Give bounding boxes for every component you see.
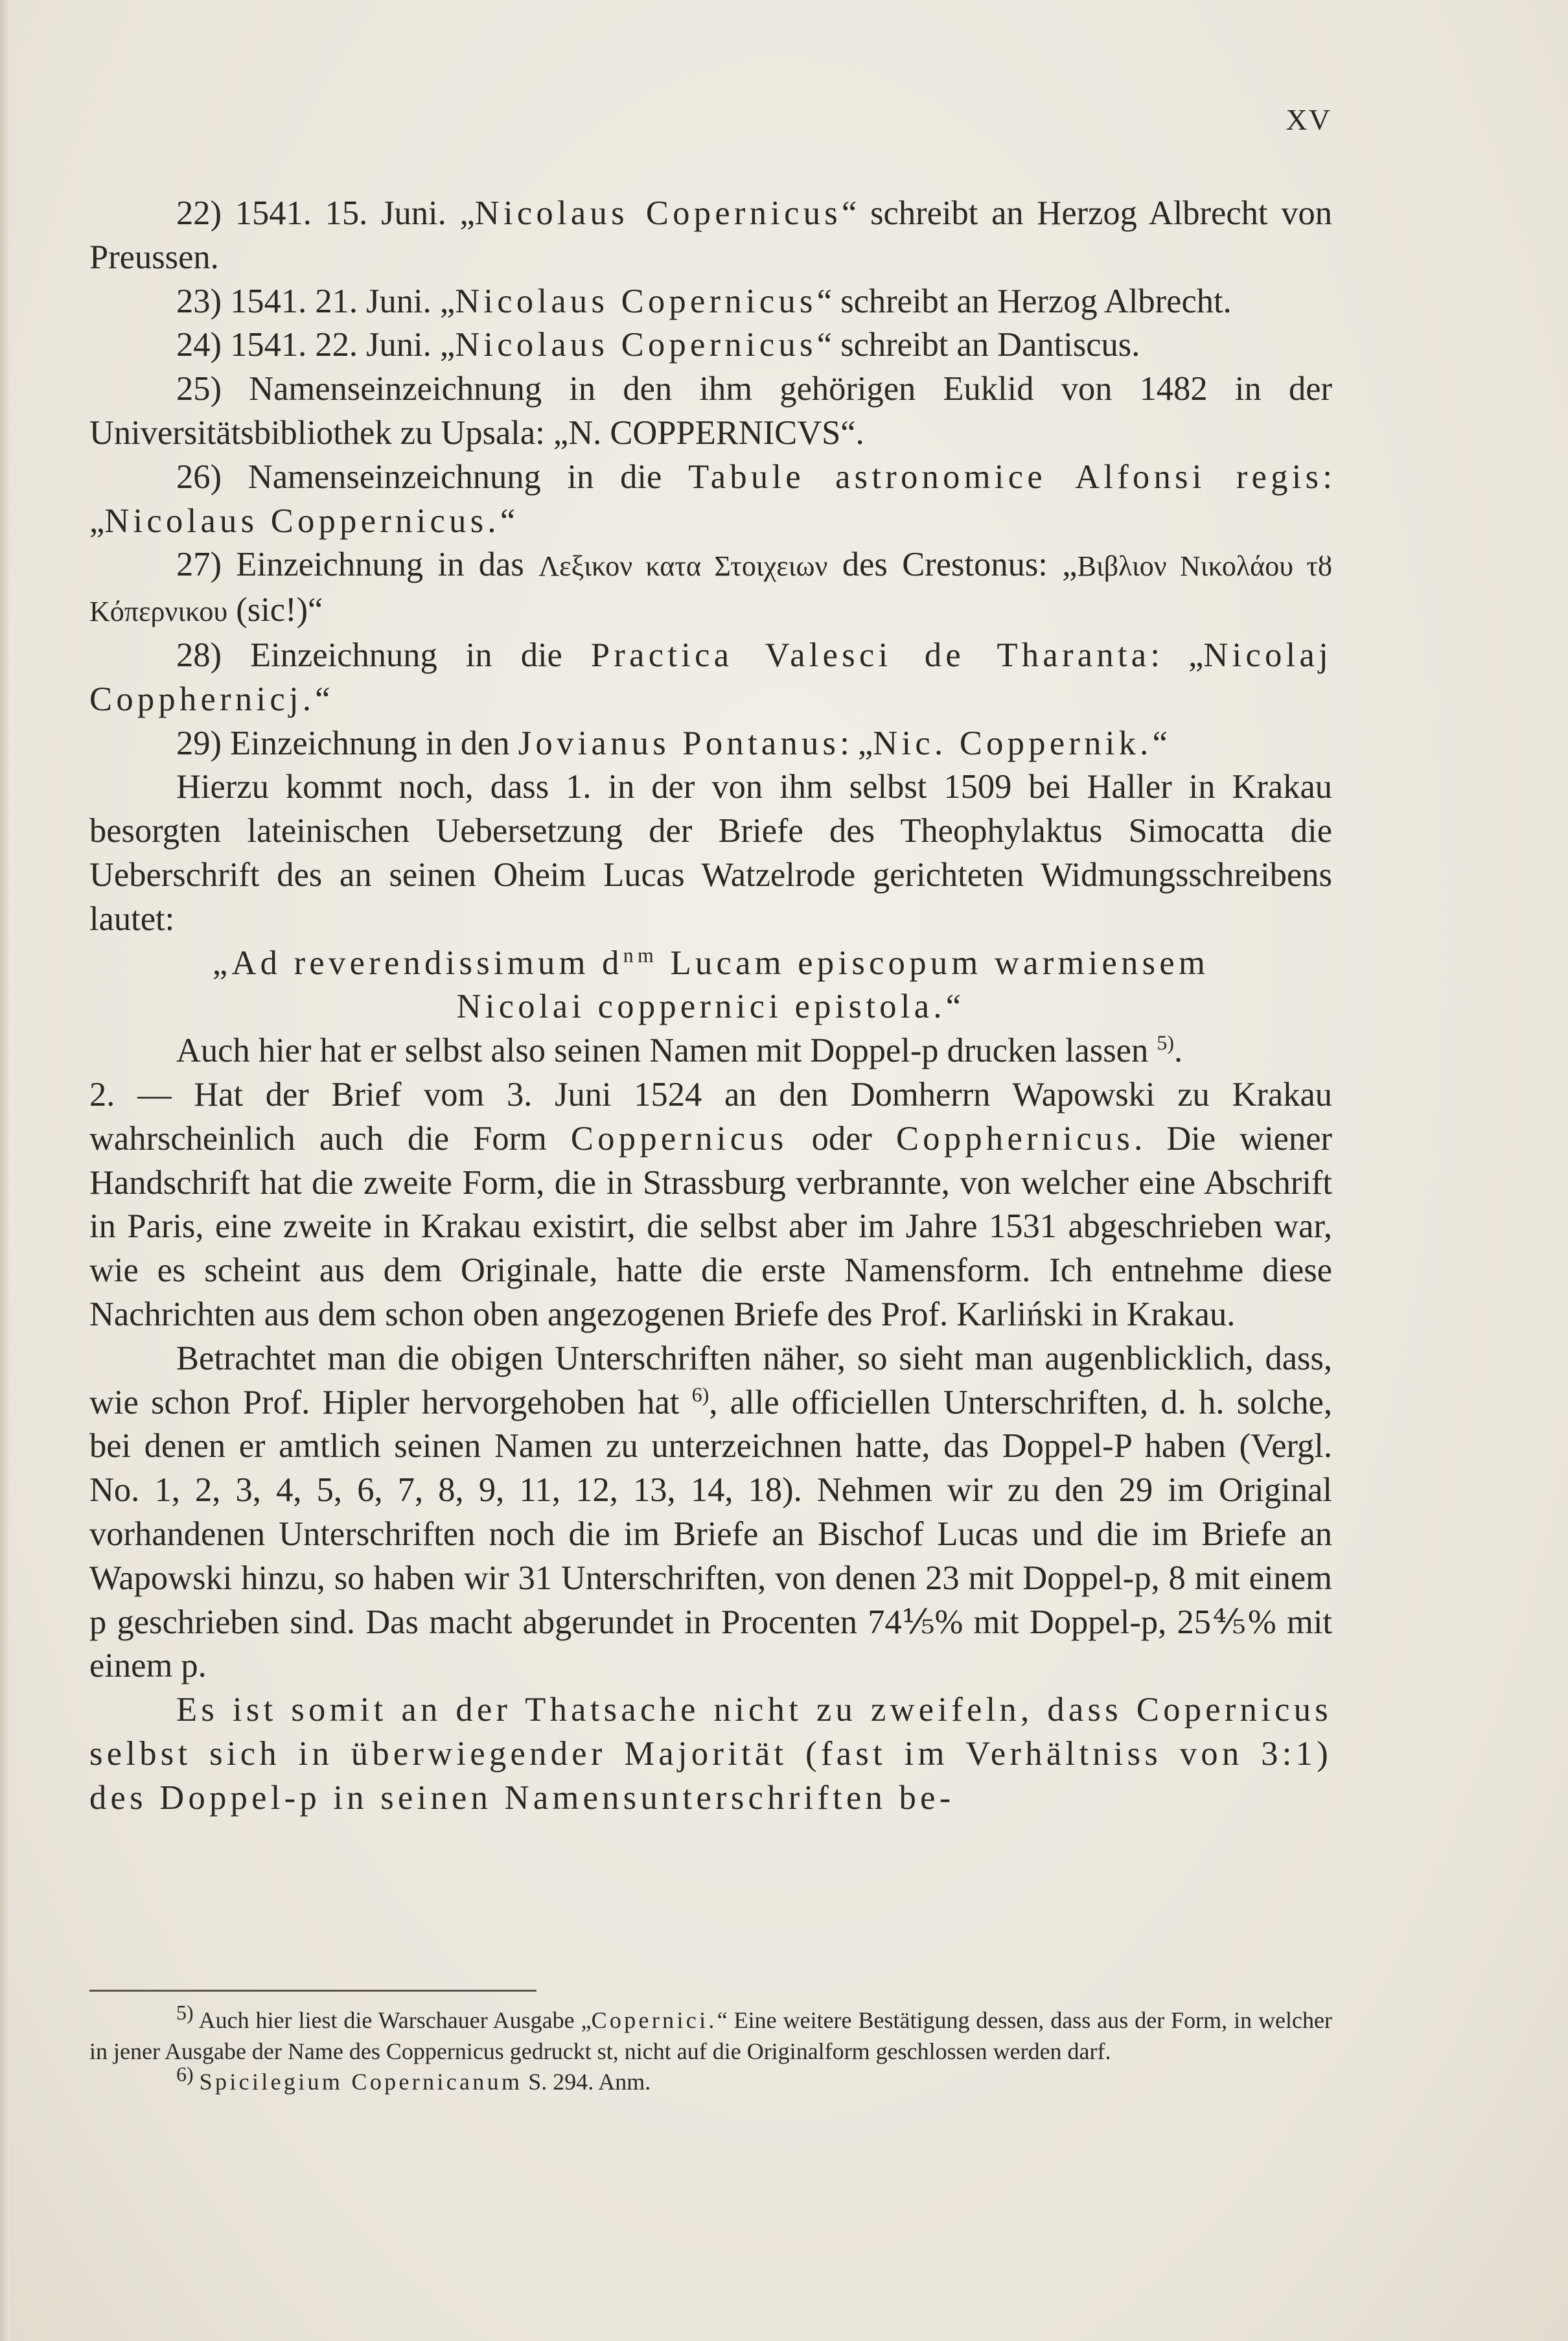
footnote-5: $^{5)}$ Auch hier liest die Warschauer Ausgabe „Copernici.“ Eine weitere Bestätigung dessen, dass aus der Form, in welcher in jener Ausgabe der Name des Coppernicus gedruckt st, nicht auf die Originalform geschlossen werden darf.: [89, 2001, 1332, 2064]
quote-line-1: „Ad reverendissimum $d^{nm}$ Lucam episcopum warmiensem: [212, 943, 1210, 982]
paragraph-auch: Auch hier hat er selbst also seinen Namen mit Doppel-p drucken lassen $^{5)}$.: [176, 1031, 1183, 1070]
entry-25: 25) Namenseinzeichnung in den ihm gehörigen Euklid von 1482 in der Universitätsbibliothek zu Upsala: „N. COPPERNICVS“.: [89, 370, 1332, 452]
greek-inscription: Βιβλιον Νικολάου τȣ Κόπερνικου: [89, 550, 1332, 628]
entry-28: 28) Einzeichnung in die Practica Valesci de Tharanta: „Nicolaj Copphernicj.“: [89, 636, 1333, 718]
page-number: XV: [1286, 103, 1332, 136]
name-spaced: Nicolaus Coppernicus.: [104, 502, 500, 540]
entry-26: 26) Namenseinzeichnung in die Tabule astronomice Alfonsi regis: „Nicolaus Coppernicus.“: [89, 458, 1332, 540]
entry-24: 24) 1541. 22. Juni. „Nicolaus Copernicus“ schreibt an Dantiscus.: [176, 326, 1140, 364]
paragraph-two: 2. — Hat der Brief vom 3. Juni 1524 an den Domherrn Wapowski zu Krakau wahrscheinlich auch die Form Coppernicus oder Copphernicus. Die wiener Handschrift hat die zweite Form, die in Strassburg verbrannte, von welcher eine Abschrift in Paris, eine zweite in Krakau existirt, die selbst aber im Jahre 1531 abgeschrieben war, wie es scheint aus dem Originale, hatte die erste Namensform. Ich entnehme diese Nachrichten aus dem schon oben angezogenen Briefe des Prof. Karliński in Krakau.: [89, 1075, 1332, 1333]
footnote-6: $^{6)}$ Spicilegium Copernicanum S. 294. Anm.: [176, 2062, 651, 2095]
footnote-ref-6: 6): [691, 1382, 709, 1406]
entry-23: 23) 1541. 21. Juni. „Nicolaus Copernicus“ schreibt an Herzog Albrecht.: [176, 282, 1232, 320]
footnote-ref-5: 5): [1157, 1031, 1174, 1054]
name-spaced: Nicolaus Copernicus: [455, 326, 817, 364]
title-spaced: Practica Valesci de Tharanta: [590, 636, 1151, 674]
entry-22: 22) 1541. 15. Juni. „Nicolaus Copernicus“ schreibt an Herzog Albrecht von Preussen.: [89, 194, 1332, 276]
footnote-rule: [89, 1990, 536, 1992]
paragraph-hierzu: Hierzu kommt noch, dass 1. in der von ihm selbst 1509 bei Haller in Krakau besorgten lateinischen Uebersetzung der Briefe des Theophylaktus Simocatta die Ueberschrift des an seinen Oheim Lucas Watzelrode gerichteten Widmungsschreibens lautet:: [89, 768, 1332, 938]
quote-line-2: Nicolai coppernici epistola.“: [456, 988, 965, 1026]
name-spaced: Nicolaus Copernicus: [455, 282, 817, 320]
title-spaced: Tabule astronomice Alfonsi regis: [688, 458, 1323, 496]
title-spaced: Jovianus Pontanus: [518, 724, 840, 762]
entry-27: 27) Einzeichnung in das Λεξικον κατα Στοιχειων des Crestonus: „Βιβλιον Νικολάου τȣ Κόπερνικου (sic!)“: [89, 546, 1332, 629]
entry-29: 29) Einzeichnung in den Jovianus Pontanus: „Nic. Coppernik.“: [176, 724, 1168, 762]
paragraph-es: Es ist somit an der Thatsache nicht zu zweifeln, dass Copernicus selbst sich in überwiegender Majorität (fast im Verhältniss von 3:1) des Doppel-p in seinen Namensunterschriften be-: [89, 1691, 1332, 1817]
name-spaced: Nic. Coppernik.: [873, 724, 1153, 762]
greek-title: Λεξικον κατα Στοιχειων: [538, 550, 828, 583]
footnotes: [89, 2001, 1332, 2098]
name-spaced: Nicolaj Copphernicj.: [89, 636, 1333, 718]
main-text: [89, 192, 1332, 1820]
page-edge-shadow: [0, 0, 9, 2341]
paragraph-betrachtet: Betrachtet man die obigen Unterschriften näher, so sieht man augenblicklich, dass, wie schon Prof. Hipler hervorgehoben hat $^{6)}$, alle officiellen Unterschriften, d. h. solche, bei denen er amtlich seinen Namen zu unterzeichnen hatte, das Doppel-P haben (Vergl. No. 1, 2, 3, 4, 5, 6, 7, 8, 9, 11, 12, 13, 14, 18). Nehmen wir zu den 29 im Original vorhandenen Unterschriften noch die im Briefe an Bischof Lucas und die im Briefe an Wapowski hinzu, so haben wir 31 Unterschriften, von denen 23 mit Doppel-p, 8 mit einem p geschrieben sind. Das macht abgerundet in Procenten 74⅕% mit Doppel-p, 25⅘% mit einem p.: [89, 1339, 1332, 1685]
name-spaced: Nicolaus Copernicus: [474, 194, 842, 232]
